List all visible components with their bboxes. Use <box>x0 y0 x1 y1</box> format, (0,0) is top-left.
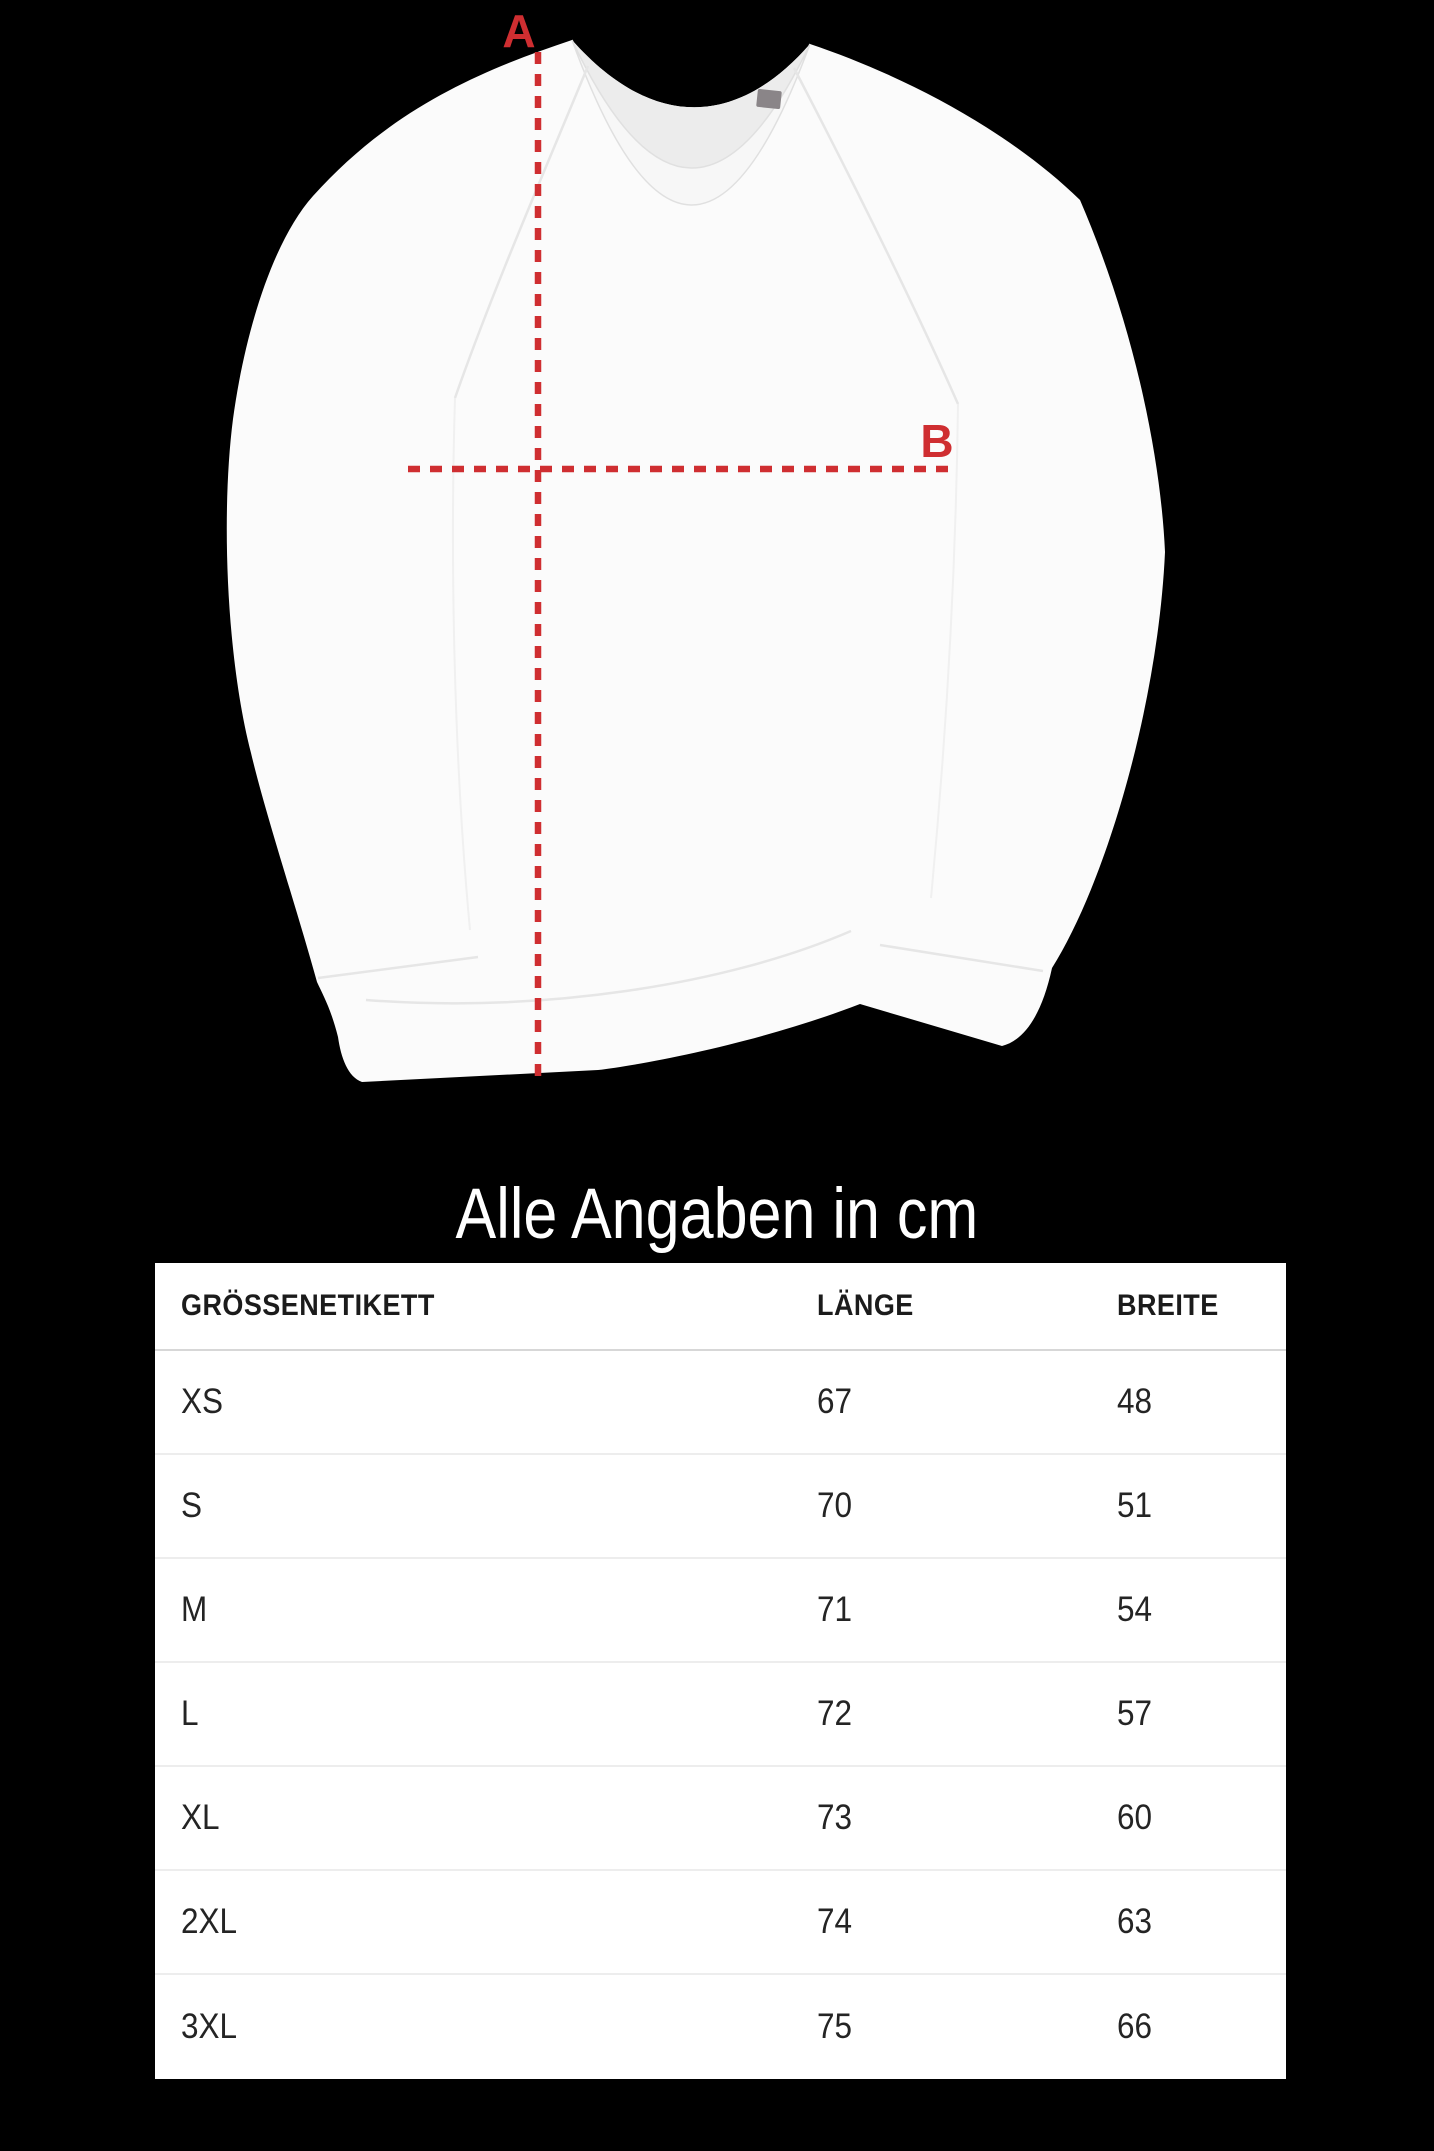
size-cell: 2XL <box>181 1902 238 1941</box>
length-cell: 75 <box>817 2007 853 2046</box>
table-row <box>155 1455 1286 1559</box>
size-cell: S <box>181 1486 203 1525</box>
page-title <box>0 1172 1434 1258</box>
length-cell: 74 <box>817 1902 853 1941</box>
width-cell: 48 <box>1117 1382 1153 1421</box>
size-cell: 3XL <box>181 2007 238 2046</box>
size-cell: XL <box>181 1798 220 1837</box>
length-cell: 70 <box>817 1486 853 1525</box>
width-cell: 54 <box>1117 1590 1153 1629</box>
table-row <box>155 1559 1286 1663</box>
table-row <box>155 1767 1286 1871</box>
table-row <box>155 1663 1286 1767</box>
width-cell: 57 <box>1117 1694 1153 1733</box>
table-row <box>155 1351 1286 1455</box>
column-header-length-label: LÄNGE <box>817 1289 914 1322</box>
width-cell: 60 <box>1117 1798 1153 1837</box>
neck-tag <box>756 89 782 109</box>
page-title-text: Alle Angaben in cm <box>455 1175 979 1254</box>
length-cell: 72 <box>817 1694 853 1733</box>
size-cell: XS <box>181 1382 224 1421</box>
table-header-row <box>155 1263 1286 1351</box>
length-cell: 71 <box>817 1590 853 1629</box>
width-cell: 63 <box>1117 1902 1153 1941</box>
column-header-size <box>155 1289 817 1323</box>
width-cell: 51 <box>1117 1486 1153 1525</box>
column-header-size-label: GRÖSSENETIKETT <box>181 1289 435 1322</box>
table-row <box>155 1871 1286 1975</box>
measure-label-a: A <box>502 5 536 57</box>
size-table <box>155 1263 1286 2079</box>
length-cell: 67 <box>817 1382 853 1421</box>
table-row <box>155 1975 1286 2079</box>
column-header-width-label: BREITE <box>1117 1289 1219 1322</box>
size-cell: M <box>181 1590 208 1629</box>
column-header-width <box>1117 1289 1286 1323</box>
measure-label-b: B <box>920 415 954 467</box>
column-header-length <box>817 1289 1117 1323</box>
width-cell: 66 <box>1117 2007 1153 2046</box>
size-cell: L <box>181 1694 199 1733</box>
length-cell: 73 <box>817 1798 853 1837</box>
